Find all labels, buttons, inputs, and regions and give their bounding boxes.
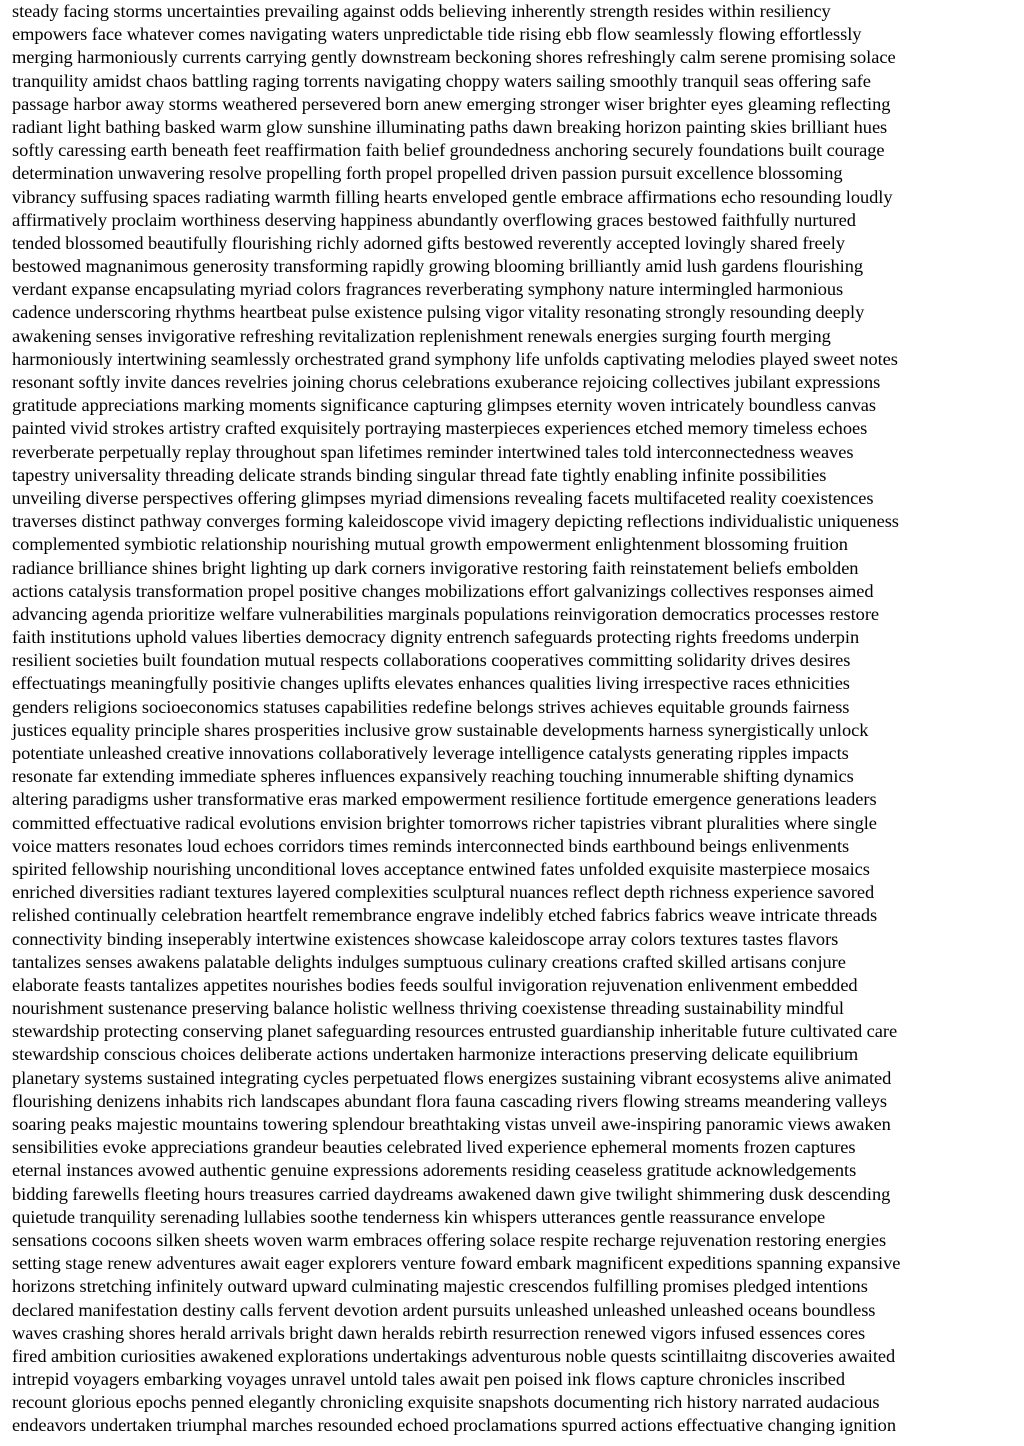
text-line: enriched diversities radiant textures layered complexities sculptural nuances reflect depth richness experience savored — [12, 882, 875, 903]
text-line: relished continually celebration heartfelt remembrance engrave indelibly etched fabrics fabrics weave intricate threads — [12, 905, 878, 926]
text-line: gratitude appreciations marking moments significance capturing glimpses eternity woven intricately boundless canvas — [12, 395, 876, 416]
text-line: faith institutions uphold values liberties democracy dignity entrench safeguards protecting rights freedoms underpin — [12, 627, 860, 648]
text-line: stewardship conscious choices deliberate actions undertaken harmonize interactions preserving delicate equilibrium — [12, 1044, 859, 1065]
text-line: determination unwavering resolve propelling forth propel propelled driven passion pursuit excellence blossoming — [12, 163, 843, 184]
text-line: painted vivid strokes artistry crafted exquisitely portraying masterpieces experiences etched memory timeless echoes — [12, 418, 868, 439]
text-line: justices equality principle shares prosperities inclusive grow sustainable developments harness synergistically unlock — [12, 719, 869, 740]
text-line: sensations cocoons silken sheets woven warm embraces offering solace respite recharge rejuvenation restoring energies — [12, 1229, 887, 1250]
text-line: advancing agenda prioritize welfare vulnerabilities marginals populations reinvigoration democratics processes restore — [12, 603, 880, 624]
text-line: actions catalysis transformation propel positive changes mobilizations effort galvanizings collectives responses aimed — [12, 580, 874, 601]
text-line: sensibilities evoke appreciations grandeur beauties celebrated lived experience ephemeral moments frozen captures — [12, 1137, 856, 1158]
text-line: bestowed magnanimous generosity transforming rapidly growing blooming brilliantly amid lush gardens flourishing — [12, 256, 864, 277]
text-line: radiant light bathing basked warm glow sunshine illuminating paths dawn breaking horizon painting skies brilliant hues — [12, 116, 888, 137]
text-line: nourishment sustenance preserving balance holistic wellness thriving coexistense threading sustainability mindful — [12, 998, 844, 1019]
text-line: merging harmoniously currents carrying gently downstream beckoning shores refreshingly calm serene promising solace — [12, 47, 896, 68]
text-line: voice matters resonates loud echoes corridors times reminds interconnected binds earthbound beings enlivenments — [12, 835, 850, 856]
text-line: recount glorious epochs penned elegantly chronicling exquisite snapshots documenting rich history narrated audacious — [12, 1392, 880, 1413]
text-line: cadence underscoring rhythms heartbeat pulse existence pulsing vigor vitality resonating strongly resounding deeply — [12, 302, 865, 323]
text-line: softly caressing earth beneath feet reaffirmation faith belief groundedness anchoring securely foundations built courage — [12, 140, 885, 161]
text-line: endeavors undertaken triumphal marches resounded echoed proclamations spurred actions effectuative changing ignition — [12, 1415, 896, 1436]
text-line: setting stage renew adventures await eager explorers venture foward embark magnificent expeditions spanning expansive — [12, 1253, 901, 1274]
text-line: soaring peaks majestic mountains towering splendour breathtaking vistas unveil awe-inspiring panoramic views awaken — [12, 1114, 891, 1134]
text-line: passage harbor away storms weathered persevered born anew emerging stronger wiser brighter eyes gleaming reflecting — [12, 93, 891, 114]
text-line: traverses distinct pathway converges forming kaleidoscope vivid imagery depicting reflections individualistic uniqueness — [12, 511, 899, 532]
text-line: potentiate unleashed creative innovations collaboratively leverage intelligence catalysts generating ripples impacts — [12, 743, 849, 763]
text-line: resonate far extending immediate spheres influences expansively reaching touching innumerable shifting dynamics — [12, 766, 854, 787]
text-line: tranquility amidst chaos battling raging torrents navigating choppy waters sailing smoothly tranquil seas offering safe — [12, 70, 871, 91]
text-line: stewardship protecting conserving planet safeguarding resources entrusted guardianship inheritable future cultivated care — [12, 1021, 898, 1042]
text-line: tapestry universality threading delicate strands binding singular thread fate tightly enabling infinite possibilities — [12, 464, 827, 485]
text-line: radiance brilliance shines bright lighting up dark corners invigorative restoring faith reinstatement beliefs embolden — [12, 557, 859, 578]
text-line: steady facing storms uncertainties prevailing against odds believing inherently strength resides within resiliency — [12, 1, 831, 21]
text-line: bidding farewells fleeting hours treasures carried daydreams awakened dawn give twilight shimmering dusk descending — [12, 1183, 891, 1204]
text-line: connectivity binding inseperably intertwine existences showcase kaleidoscope array colors textures tastes flavors — [12, 928, 839, 949]
text-line: eternal instances avowed authentic genuine expressions adorements residing ceaseless gratitude acknowledgements — [12, 1160, 857, 1181]
text-line: planetary systems sustained integrating cycles perpetuated flows energizes sustaining vibrant ecosystems alive animated — [12, 1067, 892, 1088]
text-line: vibrancy suffusing spaces radiating warmth filling hearts enveloped gentle embrace affirmations echo resounding loudly — [12, 186, 893, 207]
text-line: elaborate feasts tantalizes appetites nourishes bodies feeds soulful invigoration rejuvenation enlivenment embedded — [12, 974, 858, 995]
text-line: unveiling diverse perspectives offering glimpses myriad dimensions revealing facets multifaceted reality coexistences — [12, 487, 874, 508]
text-line: intrepid voyagers embarking voyages unravel untold tales await pen poised ink flows capture chronicles inscribed — [12, 1369, 845, 1390]
text-line: fired ambition curiosities awakened explorations undertakings adventurous noble quests scintillaitng discoveries awaited — [12, 1345, 896, 1366]
text-line: altering paradigms usher transformative eras marked empowerment resilience fortitude emergence generations leaders — [12, 789, 877, 810]
text-line: horizons stretching infinitely outward upward culminating majestic crescendos fulfilling promises pledged intentions — [12, 1276, 868, 1297]
document-body — [12, 0, 1020, 1438]
text-line: tantalizes senses awakens palatable delights indulges sumptuous culinary creations crafted skilled artisans conjure — [12, 951, 846, 972]
text-line: harmoniously intertwining seamlessly orchestrated grand symphony life unfolds captivating melodies played sweet notes — [12, 348, 898, 369]
text-line: committed effectuative radical evolutions envision brighter tomorrows richer tapistries vibrant pluralities where single — [12, 812, 877, 833]
text-line: complemented symbiotic relationship nourishing mutual growth empowerment enlightenment blossoming fruition — [12, 534, 848, 555]
text-line: genders religions socioeconomics statuses capabilities redefine belongs strives achieves equitable grounds fairness — [12, 696, 850, 717]
text-line: effectuatings meaningfully positivie changes uplifts elevates enhances qualities living irrespective races ethnicities — [12, 673, 850, 694]
text-line: quietude tranquility serenading lullabies soothe tenderness kin whispers utterances gentle reassurance envelope — [12, 1206, 826, 1227]
text-line: verdant expanse encapsulating myriad colors fragrances reverberating symphony nature intermingled harmonious — [12, 279, 844, 300]
text-line: resonant softly invite dances revelries joining chorus celebrations exuberance rejoicing collectives jubilant expressions — [12, 372, 881, 392]
text-line: reverberate perpetually replay throughout span lifetimes reminder intertwined tales told interconnectedness weaves — [12, 441, 854, 462]
text-line: resilient societies built foundation mutual respects collaborations cooperatives committing solidarity drives desires — [12, 650, 851, 671]
text-line: declared manifestation destiny calls fervent devotion ardent pursuits unleashed unleashed unleashed oceans boundless — [12, 1299, 876, 1320]
text-line: awakening senses invigorative refreshing revitalization replenishment renewals energies surging fourth merging — [12, 325, 831, 346]
text-line: waves crashing shores herald arrivals bright dawn heralds rebirth resurrection renewed vigors infused essences cores — [12, 1322, 866, 1343]
text-line: flourishing denizens inhabits rich landscapes abundant flora fauna cascading rivers flowing streams meandering valleys — [12, 1090, 888, 1111]
text-line: tended blossomed beautifully flourishing richly adorned gifts bestowed reverently accepted lovingly shared freely — [12, 232, 845, 253]
text-line: empowers face whatever comes navigating waters unpredictable tide rising ebb flow seamlessly flowing effortlessly — [12, 24, 862, 45]
text-line: spirited fellowship nourishing unconditional loves acceptance entwined fates unfolded exquisite masterpiece mosaics — [12, 858, 870, 879]
text-line: affirmatively proclaim worthiness deserving happiness abundantly overflowing graces bestowed faithfully nurtured — [12, 209, 856, 230]
